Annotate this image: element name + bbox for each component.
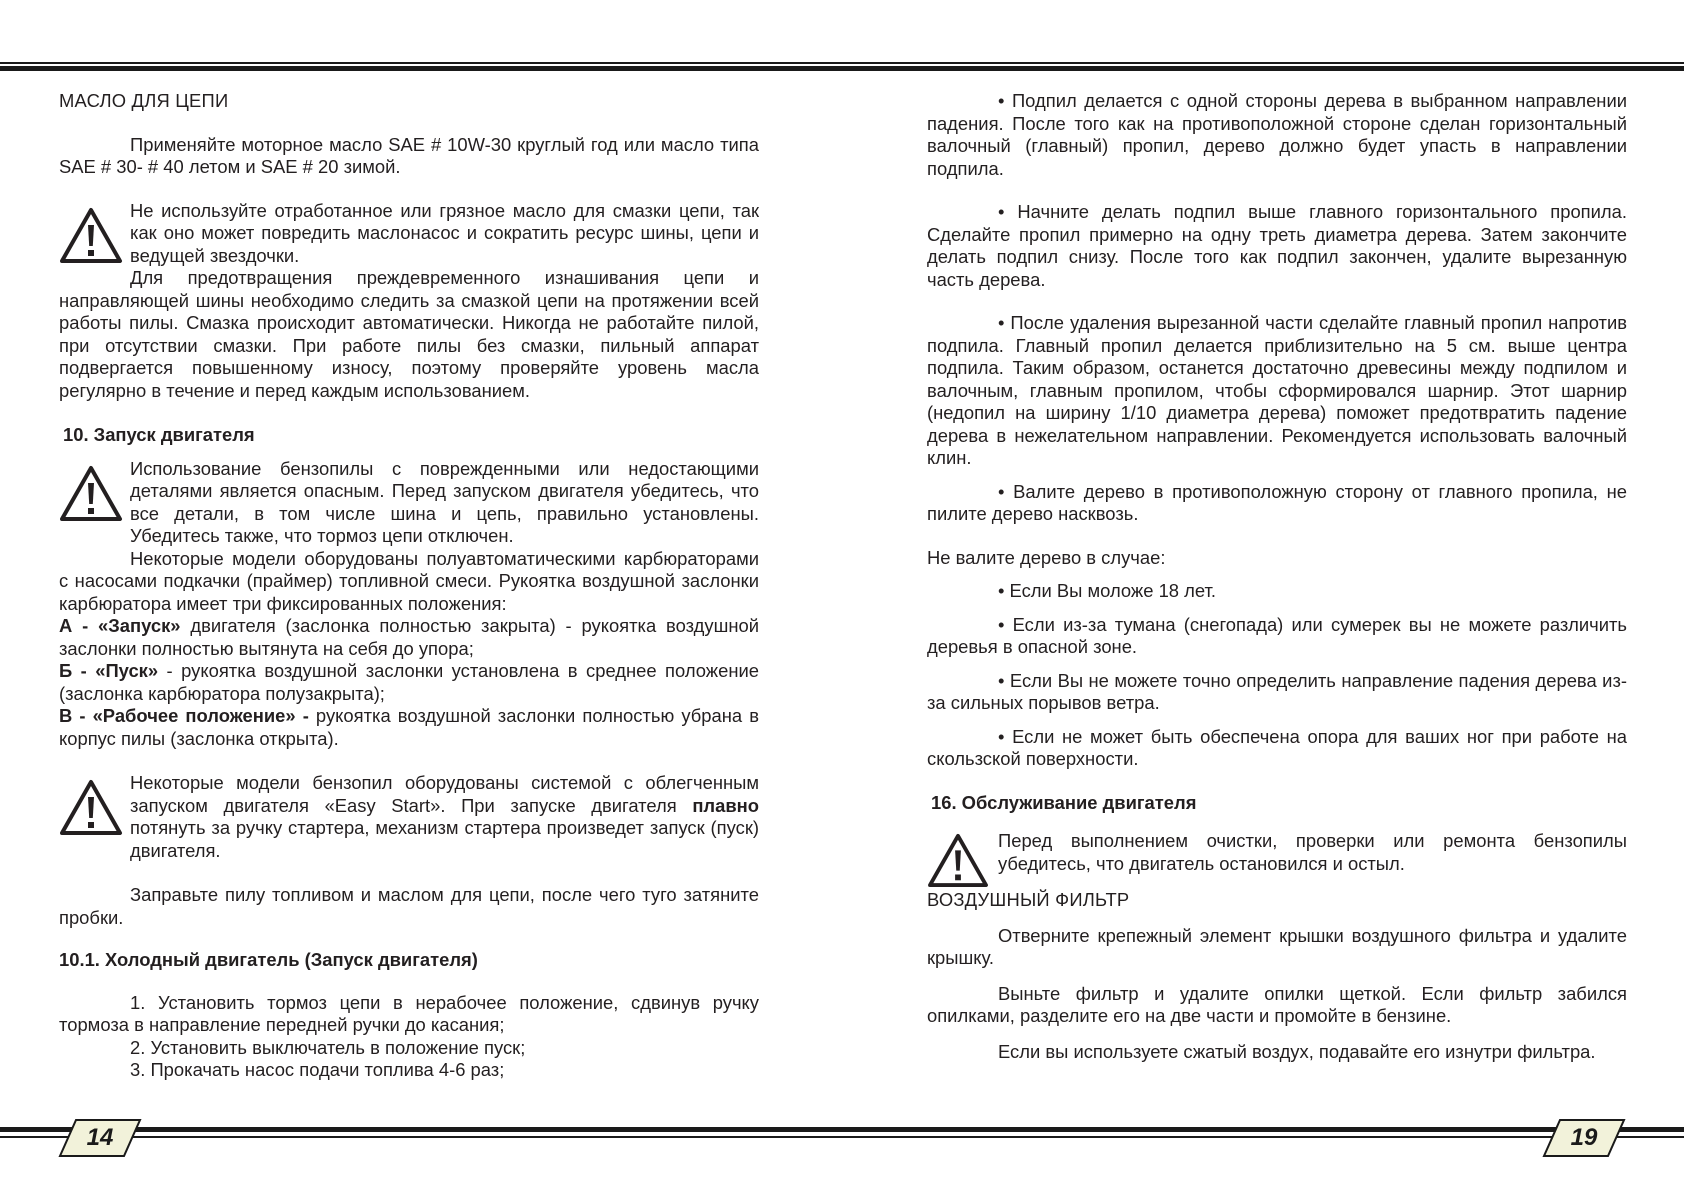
paragraph: Для предотвращения преждевременного изнашивания цепи и направляющей шины необходимо следить за смазкой цепи на протяжении всей работы пилы. Смазка происходит автоматически. Никогда не работайте пилой, при отсутствии смазки. При работе пилы без смазки, пильный аппарат подвергается повышенному износу, поэтому проверяйте уровень масла регулярно в течение и перед каждым использованием. <box>59 267 759 401</box>
warning-block <box>59 772 759 862</box>
list-item: • Подпил делается с одной стороны дерева в выбранном направлении падения. После того как на противоположной стороне сделан горизонтальный валочный (главный) пропил, дерево должно будет упасть в направлении подпила. <box>927 90 1627 179</box>
warning-triangle-icon <box>59 206 123 264</box>
top-rule-thin <box>0 62 1684 64</box>
section-heading-cold-engine: 10.1. Холодный двигатель (Запуск двигателя) <box>59 949 478 970</box>
page-number-left <box>58 1118 142 1158</box>
warning-text: Не используйте отработанное или грязное масло для смазки цепи, так как оно может повредить маслонасос и сократить ресурс шины, цепи и ведущей звездочки. <box>130 199 759 266</box>
list-item: • Если из-за тумана (снегопада) или сумерек вы не можете различить деревья в опасной зоне. <box>927 613 1627 657</box>
bottom-rule-thick <box>0 1127 1684 1132</box>
easy-start-text-b: потянуть за ручку стартера, механизм стартера произведет запуск (пуск) двигателя. <box>130 817 759 861</box>
paragraph: Некоторые модели оборудованы полуавтоматическими карбюраторами с насосами подкачки (праймер) топливной смеси. Рукоятка воздушной заслонки карбюратора имеет три фиксированных положения: <box>59 547 759 614</box>
list-item: • Начните делать подпил выше главного горизонтального пропила. Сделайте пропил примерно на одну треть диаметра дерева. Затем закончите делать подпил снизу. После того как подпил закончен, удалите вырезанную часть дерева. <box>927 201 1627 290</box>
left-page-column <box>59 86 759 1082</box>
page-number-text: 14 <box>86 1124 114 1151</box>
choke-label-c: В - «Рабочее положение» - <box>59 705 309 726</box>
choke-position-b <box>59 660 759 705</box>
page-number-text: 19 <box>1570 1124 1598 1151</box>
paragraph: Выньте фильтр и удалите опилки щеткой. Если фильтр забился опилками, разделите его на две части и промойте в бензине. <box>927 982 1627 1026</box>
bottom-rule-thin <box>0 1136 1684 1138</box>
section-heading-engine-start: 10. Запуск двигателя <box>63 424 255 445</box>
paragraph: Применяйте моторное масло SAE # 10W-30 круглый год или масло типа SAE # 30- # 40 летом и SAE # 20 зимой. <box>59 133 759 177</box>
easy-start-text-a: Некоторые модели бензопил оборудованы системой с облегченным запуском двигателя «Easy Start». При запуске двигателя <box>130 772 759 816</box>
warning-triangle-icon <box>59 464 123 522</box>
list-item: • После удаления вырезанной части сделайте главный пропил напротив подпила. Главный пропил делается приблизительно на 5 см. выше центра подпила. Таким образом, останется достаточно древесины между подпилом и валочным, главным пропилом, чтобы сформировался шарнир. Этот шарнир (недопил на ширину 1/10 диаметра дерева) поможет предотвратить падение дерева в нежелательном направлении. Рекомендуется использовать валочный клин. <box>927 312 1627 468</box>
choke-position-c <box>59 705 759 750</box>
page-number-right <box>1542 1118 1626 1158</box>
list-item: 1. Установить тормоз цепи в нерабочее положение, сдвинув ручку тормоза в направление передней ручки до касания; <box>59 991 759 1035</box>
paragraph: Отверните крепежный элемент крышки воздушного фильтра и удалите крышку. <box>927 924 1627 968</box>
warning-triangle-icon <box>927 832 989 888</box>
warning-triangle-icon <box>59 778 123 836</box>
easy-start-bold: плавно <box>692 794 759 816</box>
warning-block <box>927 830 1627 875</box>
warning-text: Использование бензопилы с поврежденными или недостающими деталями является опасным. Перед запуском двигателя убедитесь, что все детали, в том числе шина и цепь, правильно установлены. Убедитесь также, что тормоз цепи отключен. <box>130 457 759 546</box>
paragraph: Заправьте пилу топливом и маслом для цепи, после чего туго затяните пробки. <box>59 884 759 928</box>
section-heading-chain-oil: МАСЛО ДЛЯ ЦЕПИ <box>59 90 229 111</box>
paragraph: Не валите дерево в случае: <box>927 546 1166 568</box>
list-item: • Если Вы не можете точно определить направление падения дерева из-за сильных порывов ветра. <box>927 669 1627 713</box>
paragraph: Если вы используете сжатый воздух, подавайте его изнутри фильтра. <box>998 1040 1596 1062</box>
choke-label-a: А - «Запуск» <box>59 615 181 636</box>
choke-label-b: Б - «Пуск» <box>59 660 159 681</box>
warning-block <box>59 200 759 268</box>
warning-text <box>130 772 759 862</box>
section-heading-engine-service: 16. Обслуживание двигателя <box>931 791 1197 813</box>
choke-text-b: - рукоятка воздушной заслонки установлена в среднее положение (заслонка карбюратора полузакрыта); <box>59 660 759 704</box>
choke-text-a: двигателя (заслонка полностью закрыта) - рукоятка воздушной заслонки полностью вытянута на себя до упора; <box>59 615 759 659</box>
warning-text: Перед выполнением очистки, проверки или ремонта бензопилы убедитесь, что двигатель остановился и остыл. <box>998 830 1627 874</box>
warning-block <box>59 458 759 548</box>
right-page-column <box>927 86 1627 1063</box>
list-item: 2. Установить выключатель в положение пуск; <box>130 1036 526 1058</box>
list-item: 3. Прокачать насос подачи топлива 4-6 раз; <box>130 1059 505 1080</box>
choke-text-c: рукоятка воздушной заслонки полностью убрана в корпус пилы (заслонка открыта). <box>59 705 759 749</box>
top-rule-thick <box>0 66 1684 71</box>
list-item: • Если не может быть обеспечена опора для ваших ног при работе на скользской поверхности. <box>927 725 1627 769</box>
choke-position-a <box>59 615 759 660</box>
section-heading-air-filter: ВОЗДУШНЫЙ ФИЛЬТР <box>927 889 1130 910</box>
list-item: • Если Вы моложе 18 лет. <box>998 580 1216 601</box>
list-item: • Валите дерево в противоположную сторону от главного пропила, не пилите дерево насквозь. <box>927 480 1627 524</box>
